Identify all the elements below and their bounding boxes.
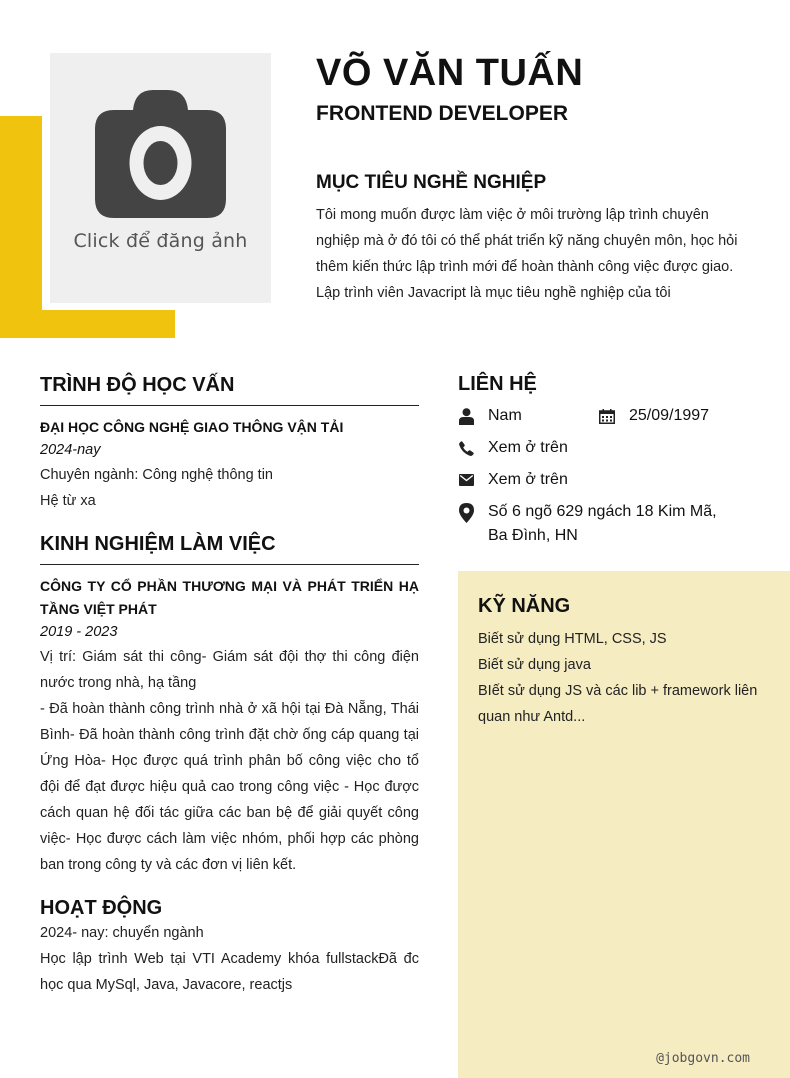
experience-heading: KINH NGHIỆM LÀM VIỆC [40, 533, 276, 555]
skills-section [458, 571, 790, 1078]
contact-gender [458, 404, 522, 428]
skills-list [478, 626, 758, 730]
photo-upload[interactable] [50, 53, 271, 303]
education-section [40, 374, 419, 514]
person-icon [458, 407, 474, 425]
skills-heading: KỸ NĂNG [478, 595, 571, 617]
education-heading: TRÌNH ĐỘ HỌC VẤN [40, 374, 235, 396]
activity-line: 2024- nay: chuyển ngành [40, 925, 204, 941]
activities-section [40, 897, 419, 998]
experience-details: - Đã hoàn thành công trình nhà ở xã hội tại Đà Nẵng, Thái Bình- Đã hoàn thành công trình đặt chờ ống cáp quang tại Ứng Hòa- Học được quá trình phân bố công việc cho tổ đội để đạt được hiệu quả cao trong công việc - Học được cách quan hệ đối tác giữa các ban bệ để giải quyết công việc- Học được cách làm việc nhóm, phối hợp các phòng ban trong công ty và các đơn vị liên kết. [40, 701, 419, 873]
gender-value: Nam [488, 407, 522, 424]
contact-phone [458, 436, 568, 460]
divider [40, 405, 419, 406]
education-mode: Hệ từ xa [40, 493, 96, 509]
contact-email [458, 468, 568, 492]
education-major: Chuyên ngành: Công nghệ thông tin [40, 467, 273, 483]
birthday-value: 25/09/1997 [629, 407, 710, 424]
location-pin-icon [458, 503, 474, 523]
company-name: CÔNG TY CỔ PHẦN THƯƠNG MẠI VÀ PHÁT TRIỂN HẠ TẦNG VIỆT PHÁT [40, 578, 419, 617]
experience-section [40, 533, 419, 878]
calendar-icon [599, 407, 615, 425]
objective-heading: MỤC TIÊU NGHỀ NGHIỆP [316, 172, 547, 193]
mail-icon [458, 471, 474, 489]
phone-value: Xem ở trên [488, 439, 568, 456]
skill-item: BIết sử dụng JS và các lib + framework liên quan như Antd... [478, 683, 758, 725]
skill-item: Biết sử dụng HTML, CSS, JS [478, 631, 667, 647]
phone-icon [458, 439, 474, 457]
contact-address [458, 500, 748, 548]
objective-text: Tôi mong muốn được làm việc ở môi trường lập trình chuyên nghiệp mà ở đó tôi có thể phát triển kỹ năng chuyên môn, học hỏi thêm kiến thức lập trình mới để hoàn thành công việc được giao. Lập trình viên Javacript là mục tiêu nghề nghiệp của tôi [316, 207, 738, 301]
contact-birthday [599, 404, 709, 428]
experience-period: 2019 - 2023 [40, 624, 118, 640]
skill-item: Biết sử dụng java [478, 657, 591, 673]
school-name: ĐẠI HỌC CÔNG NGHỆ GIAO THÔNG VẬN TẢI [40, 419, 344, 435]
accent-bar-vertical [0, 116, 42, 338]
email-value: Xem ở trên [488, 471, 568, 488]
accent-bar-horizontal [0, 310, 175, 338]
activity-line: Học lập trình Web tại VTI Academy khóa fullstackĐã đc học qua MySql, Java, Javacore, reactjs [40, 951, 419, 993]
divider [40, 564, 419, 565]
address-value: Số 6 ngõ 629 ngách 18 Kim Mã, Ba Đình, HN [488, 503, 717, 544]
education-period: 2024-nay [40, 442, 101, 458]
job-title: FRONTEND DEVELOPER [316, 102, 569, 125]
candidate-name: VÕ VĂN TUẤN [316, 52, 584, 94]
experience-position: Vị trí: Giám sát thi công- Giám sát đội thợ thi công điện nước trong nhà, hạ tầng [40, 649, 419, 691]
camera-icon [95, 90, 226, 220]
watermark: @jobgovn.com [656, 1051, 750, 1066]
contact-heading: LIÊN HỆ [458, 373, 537, 395]
activities-heading: HOẠT ĐỘNG [40, 897, 163, 919]
photo-caption: Click để đăng ảnh [73, 230, 248, 252]
